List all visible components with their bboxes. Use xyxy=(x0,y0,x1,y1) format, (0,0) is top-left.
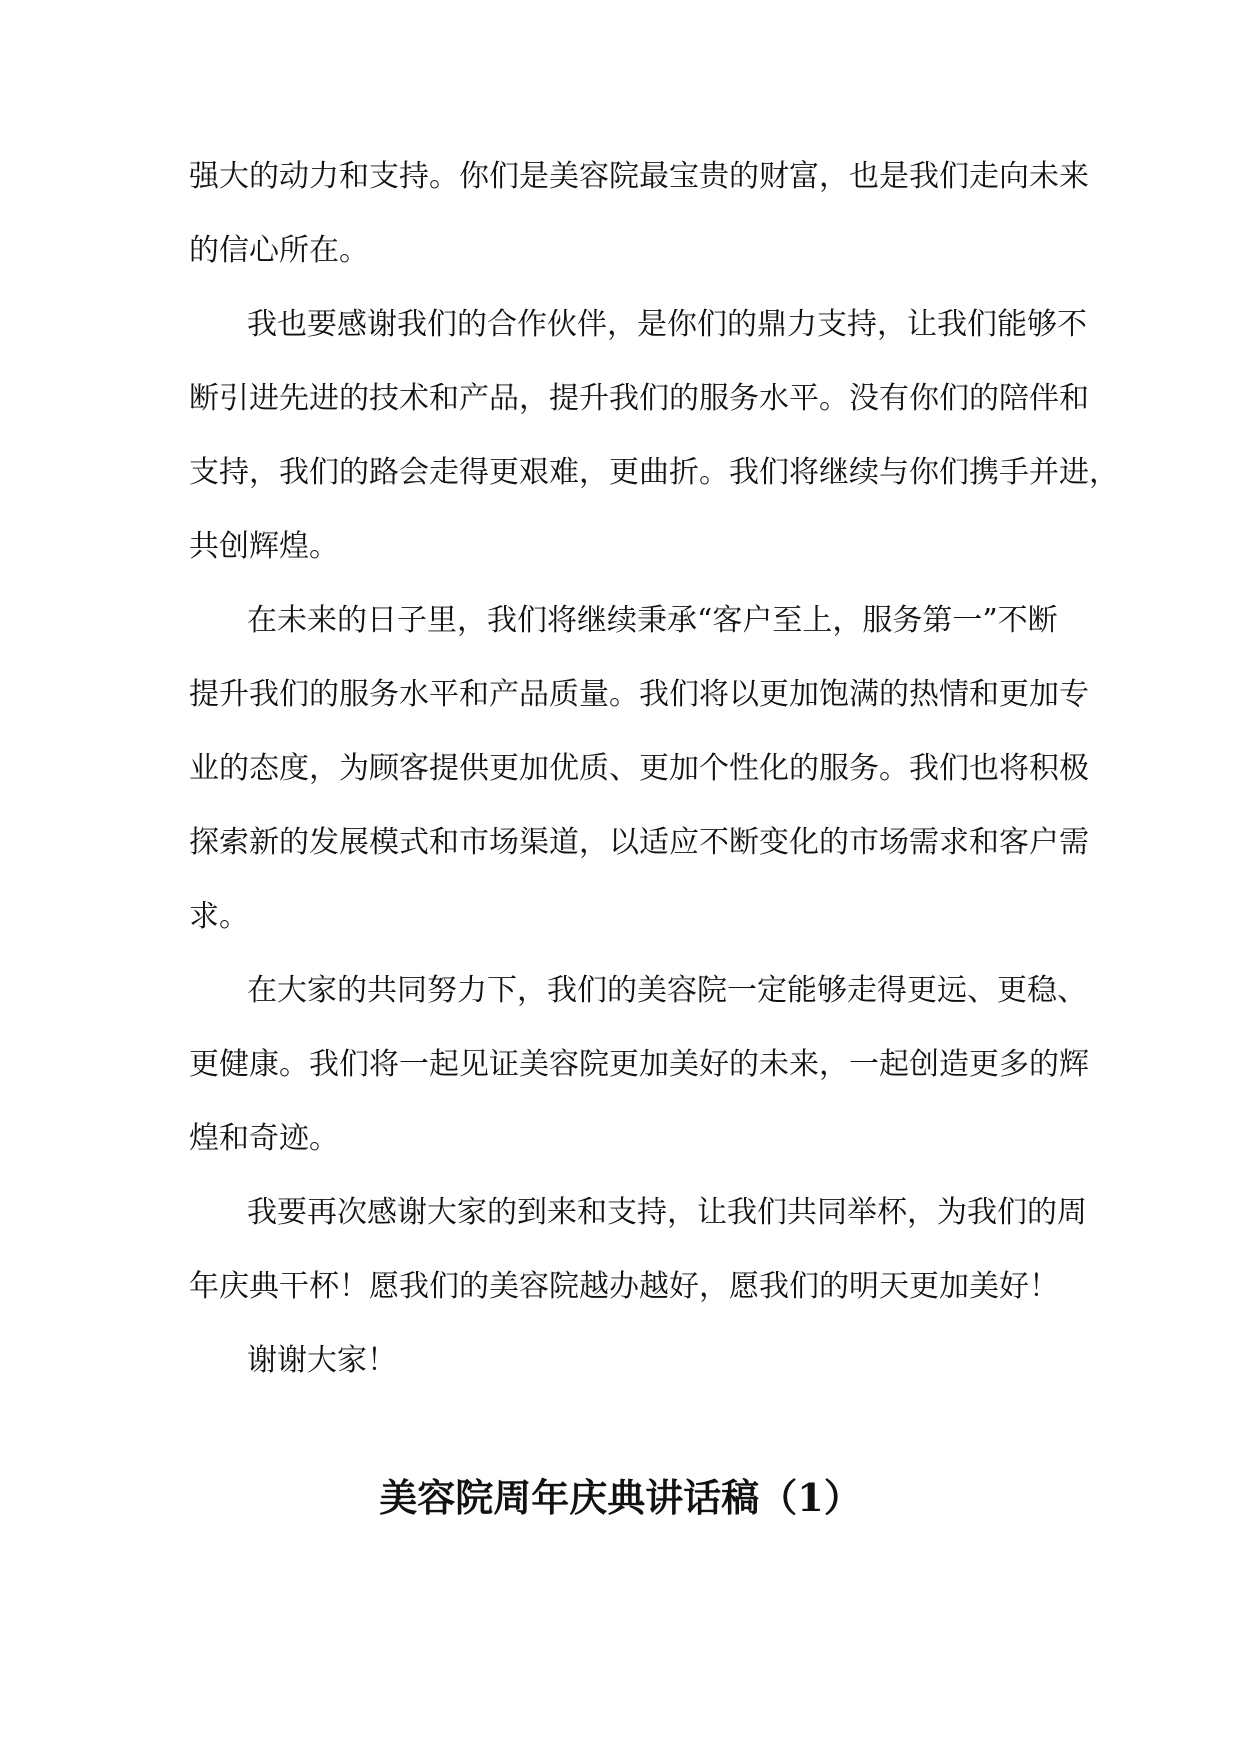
closing-line: 谢谢大家！ xyxy=(247,1343,397,1378)
text-line: 提升我们的服务水平和产品质量。我们将以更加饱满的热情和更加专 xyxy=(189,677,1089,712)
text-line: 年庆典干杯！愿我们的美容院越办越好，愿我们的明天更加美好！ xyxy=(189,1269,1059,1304)
text-line: 求。 xyxy=(189,899,249,934)
text-line: 更健康。我们将一起见证美容院更加美好的未来，一起创造更多的辉 xyxy=(189,1047,1089,1082)
text-line: 的信心所在。 xyxy=(189,233,369,268)
paragraph-start-line: 在未来的日子里，我们将继续秉承“客户至上，服务第一”不断 xyxy=(247,603,1058,638)
text-line: 业的态度，为顾客提供更加优质、更加个性化的服务。我们也将积极 xyxy=(189,751,1089,786)
document-title: 美容院周年庆典讲话稿（1） xyxy=(379,1475,862,1520)
text-line: 探索新的发展模式和市场渠道，以适应不断变化的市场需求和客户需 xyxy=(189,825,1089,860)
text-line: 煌和奇迹。 xyxy=(189,1121,339,1156)
speech-body xyxy=(189,140,1119,1398)
paragraph-start-line: 我要再次感谢大家的到来和支持，让我们共同举杯，为我们的周 xyxy=(247,1195,1087,1230)
text-line: 支持，我们的路会走得更艰难，更曲折。我们将继续与你们携手并进， xyxy=(189,455,1119,490)
text-line: 强大的动力和支持。你们是美容院最宝贵的财富，也是我们走向未来 xyxy=(189,159,1089,194)
paragraph-start-line: 在大家的共同努力下，我们的美容院一定能够走得更远、更稳、 xyxy=(247,973,1087,1008)
paragraph-start-line: 我也要感谢我们的合作伙伴，是你们的鼎力支持，让我们能够不 xyxy=(247,307,1087,342)
text-line: 断引进先进的技术和产品，提升我们的服务水平。没有你们的陪伴和 xyxy=(189,381,1089,416)
text-line: 共创辉煌。 xyxy=(189,529,339,564)
